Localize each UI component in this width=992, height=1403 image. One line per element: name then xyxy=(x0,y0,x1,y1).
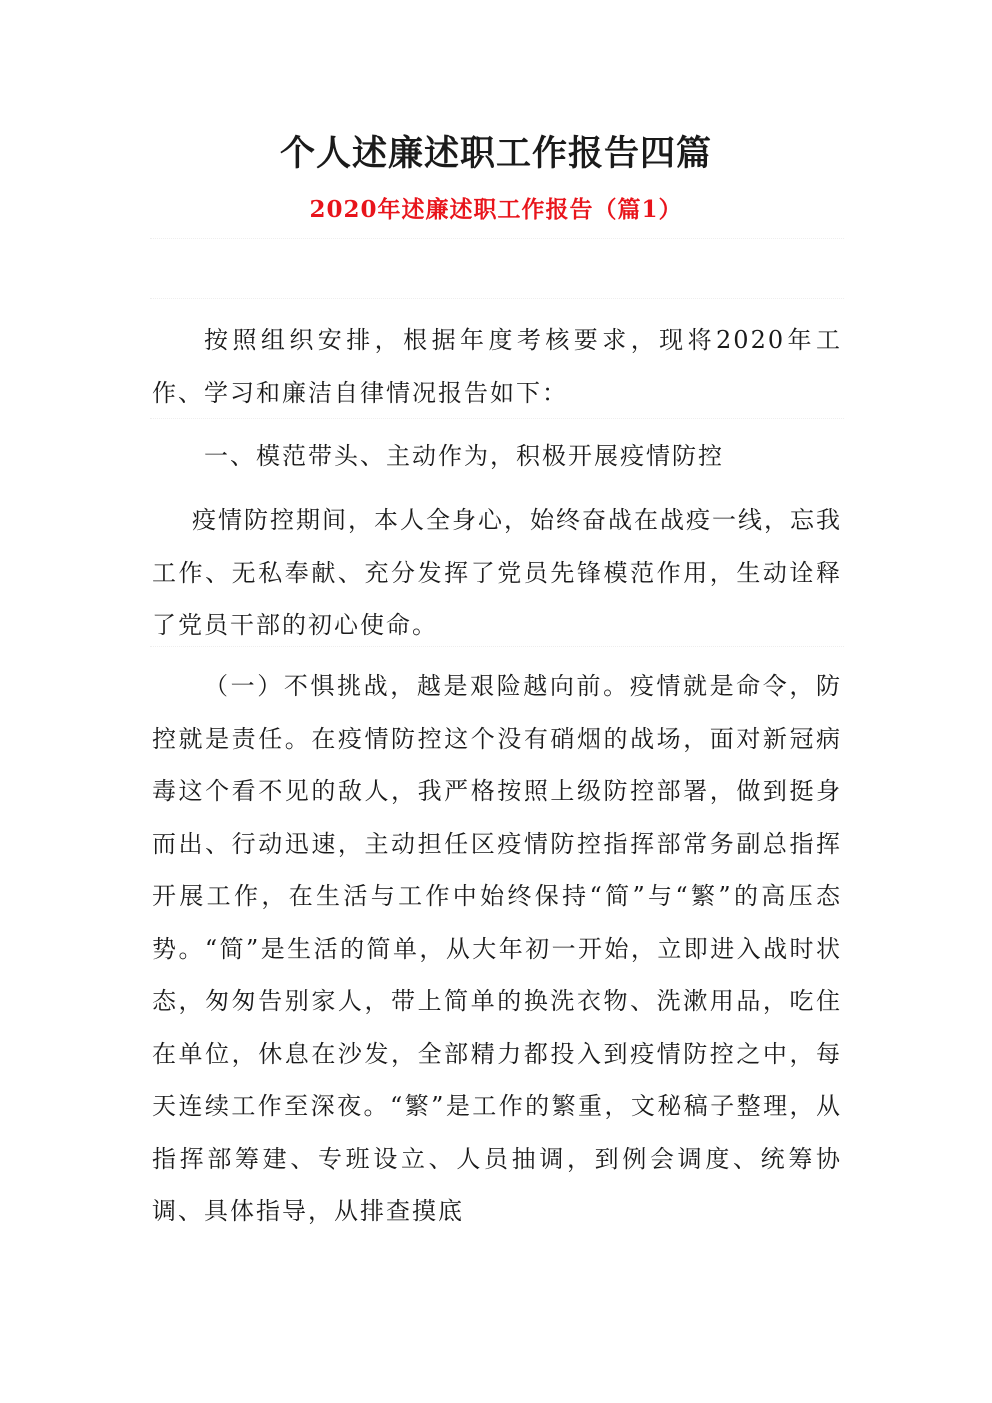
subsection-paragraph: （一）不惧挑战，越是艰险越向前。疫情就是命令，防控就是责任。在疫情防控这个没有硝烟的战场，面对新冠病毒这个看不见的敌人，我严格按照上级防控部署，做到挺身而出、行动迅速，主动担任区疫情防控指挥部常务副总指挥开展工作，在生活与工作中始终保持“简”与“繁”的高压态势。“简”是生活的简单，从大年初一开始，立即进入战时状态，匆匆告别家人，带上简单的换洗衣物、洗漱用品，吃住在单位，休息在沙发，全部精力都投入到疫情防控之中，每天连续工作至深夜。“繁”是工作的繁重，文秘稿子整理，从指挥部筹建、专班设立、人员抽调，到例会调度、统筹协调、具体指导，从排查摸底 xyxy=(152,672,842,1225)
divider xyxy=(150,418,844,419)
document-title: 个人述廉述职工作报告四篇 xyxy=(279,133,712,174)
section-body-paragraph: 疫情防控期间，本人全身心，始终奋战在战疫一线，忘我工作、无私奉献、充分发挥了党员先锋模范作用，生动诠释了党员干部的初心使命。 xyxy=(152,506,842,639)
divider xyxy=(150,298,844,299)
intro-paragraph: 按照组织安排，根据年度考核要求，现将2020年工作、学习和廉洁自律情况报告如下： xyxy=(152,326,842,407)
divider xyxy=(150,238,844,239)
section-heading: 一、模范带头、主动作为，积极开展疫情防控 xyxy=(204,442,724,470)
divider xyxy=(150,646,844,647)
document-subtitle: 2020年述廉述职工作报告（篇1） xyxy=(309,196,683,223)
